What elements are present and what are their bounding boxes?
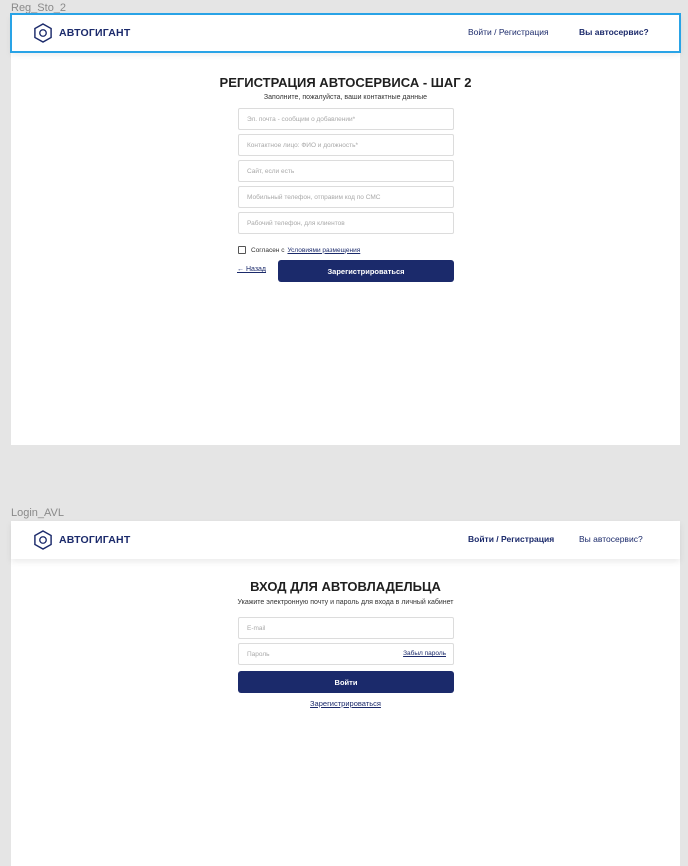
register-button[interactable]: Зарегистрироваться — [278, 260, 454, 282]
logo-text: АВТОГИГАНТ — [59, 27, 131, 39]
email-field[interactable] — [238, 617, 454, 639]
frame-registration — [11, 14, 680, 445]
page-subtitle: Укажите электронную почту и пароль для входа в личный кабинет — [237, 599, 454, 606]
hexagon-logo-icon — [34, 23, 52, 43]
page-subtitle: Заполните, пожалуйста, ваши контактные данные — [263, 94, 428, 101]
forgot-password-link[interactable]: Забыл пароль — [403, 650, 446, 657]
agree-row — [238, 246, 360, 254]
email-field[interactable] — [238, 108, 454, 130]
frame-login — [11, 521, 680, 866]
frame-label-reg: Reg_Sto_2 — [11, 2, 67, 14]
register-link[interactable]: Зарегистрироваться — [310, 699, 381, 708]
back-link[interactable] — [237, 266, 266, 273]
service-link[interactable]: Вы автосервис? — [579, 27, 649, 37]
mobile-phone-field[interactable] — [238, 186, 454, 208]
site-header — [11, 521, 680, 559]
logo[interactable] — [34, 530, 130, 550]
work-phone-field[interactable] — [238, 212, 454, 234]
agree-text: Согласен с — [251, 246, 285, 254]
logo[interactable] — [34, 23, 130, 43]
hexagon-logo-icon — [34, 530, 52, 550]
page-title: РЕГИСТРАЦИЯ АВТОСЕРВИСА - ШАГ 2 — [219, 75, 472, 90]
website-field[interactable] — [238, 160, 454, 182]
site-header — [11, 14, 680, 52]
login-button[interactable]: Войти — [238, 671, 454, 693]
login-register-link[interactable]: Войти / Регистрация — [468, 27, 549, 37]
contact-person-field[interactable] — [238, 134, 454, 156]
service-link[interactable]: Вы автосервис? — [579, 534, 643, 544]
page-title: ВХОД ДЛЯ АВТОВЛАДЕЛЬЦА — [250, 579, 441, 594]
register-link-row — [11, 699, 680, 708]
terms-link[interactable]: Условиями размещения — [287, 246, 361, 254]
back-link-label: ← Назад — [237, 266, 267, 273]
frame-label-login: Login_AVL — [11, 507, 65, 519]
password-field-wrap — [238, 643, 454, 665]
login-register-link[interactable]: Войти / Регистрация — [468, 534, 555, 544]
agree-checkbox[interactable] — [238, 246, 246, 254]
logo-text: АВТОГИГАНТ — [59, 534, 131, 546]
